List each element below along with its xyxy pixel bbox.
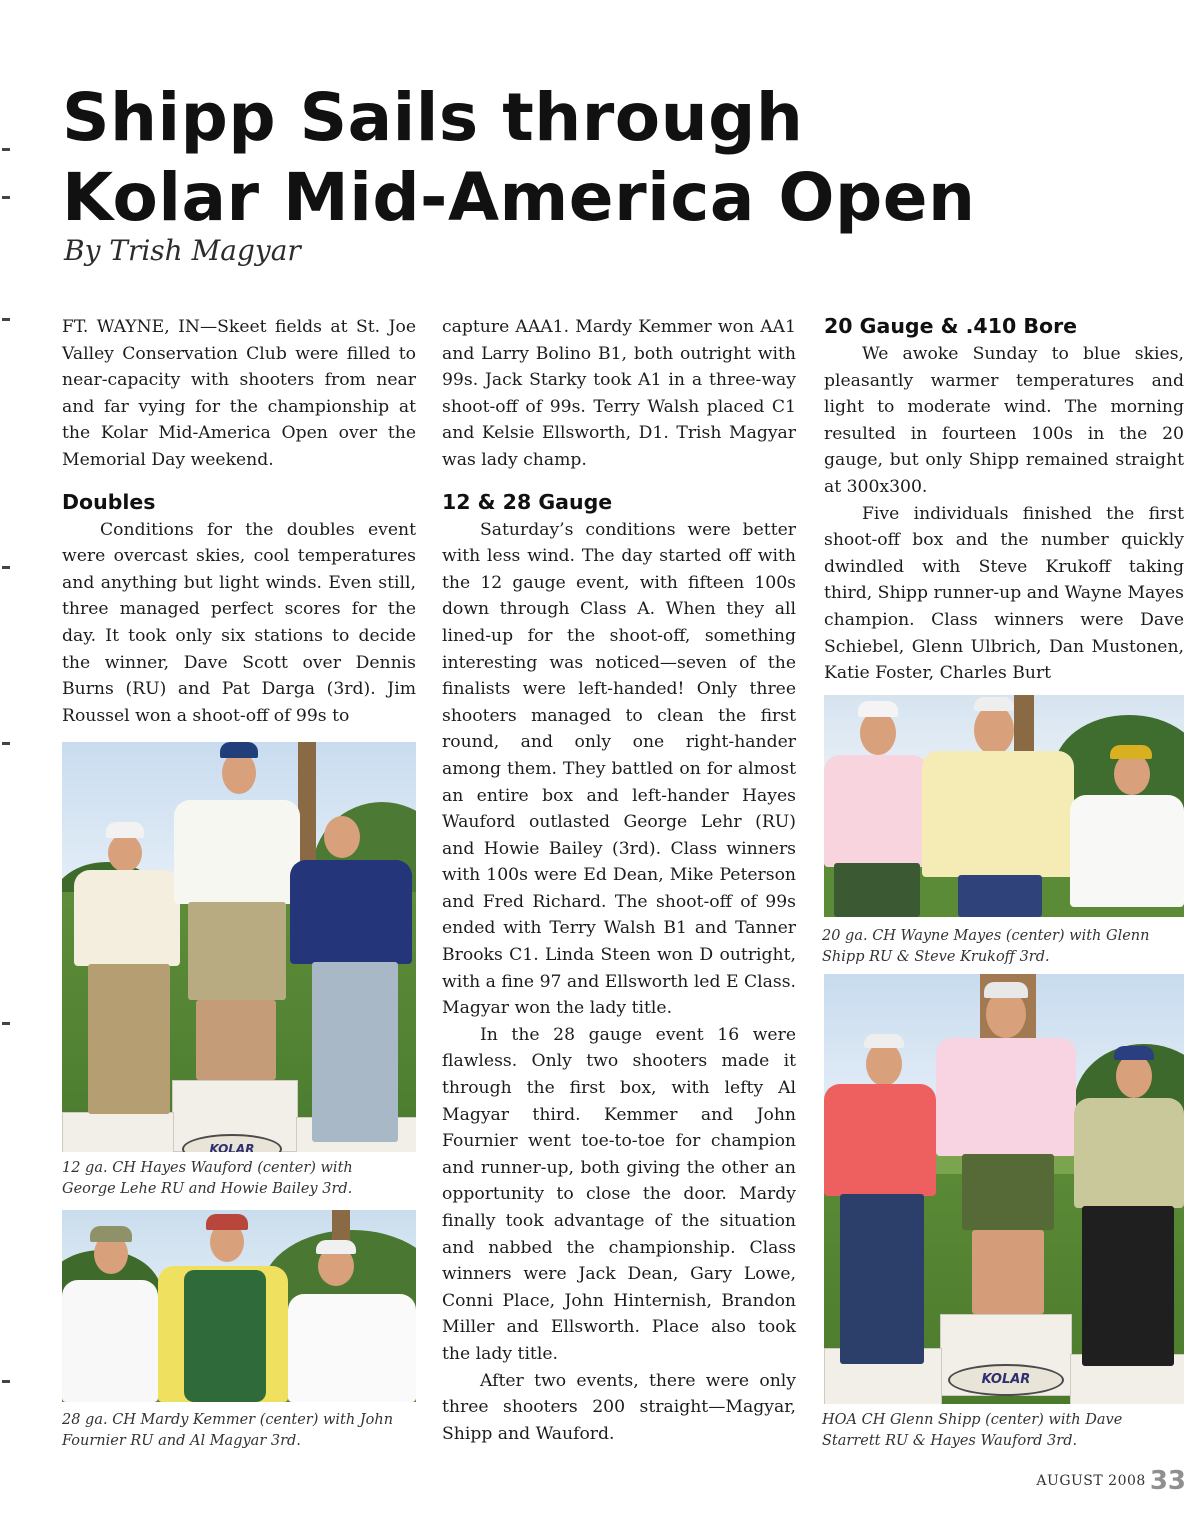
scan-mark [2,1022,10,1025]
issue-date: AUGUST 2008 [1036,1473,1146,1489]
caption-12ga: 12 ga. CH Hayes Wauford (center) with George Lehe RU and Howie Bailey 3rd. [62,1160,353,1197]
page-footer [1036,1466,1186,1496]
gauge-heading: 12 & 28 Gauge [442,489,613,514]
scan-mark [2,1380,10,1383]
bore-heading: 20 Gauge & .410 Bore [824,314,1078,338]
byline: By Trish Magyar [64,234,301,267]
continued-paragraph: capture AAA1. Mardy Kemmer won AA1 and Larry Bolino B1, both outright with 99s. Jack Starky took A1 in a three-way shoot-off of 99s. Terry Walsh placed C1 and Kelsie Ellsworth, D1. Trish Magyar was lady champ. [442,317,796,470]
intro-paragraph: FT. WAYNE, IN—Skeet fields at St. Joe Valley Conservation Club were filled to near-capacity with shooters from near and far vying for the championship at the Kolar Mid-America Open over the Memorial Day weekend. [62,317,416,470]
photo-20ga-winners [824,695,1184,917]
scan-mark [2,742,10,745]
caption-20ga: 20 ga. CH Wayne Mayes (center) with Glenn Shipp RU & Steve Krukoff 3rd. [822,928,1150,965]
page-number: 33 [1149,1466,1186,1496]
bore-paragraph-1: We awoke Sunday to blue skies, pleasantly warmer temperatures and light to moderate wind. The morning resulted in fourteen 100s in the 20 gauge, but only Shipp remained straight at 300x300. [824,344,1184,497]
title-line-1: Shipp Sails through [62,79,804,156]
photo-28ga-winners [62,1210,416,1402]
column-1 [62,314,416,729]
bore-paragraph-2: Five individuals finished the first shoot-off box and the number quickly dwindled with Steve Krukoff taking third, Shipp runner-up and Wayne Mayes champion. Class winners were Dave Schiebel, Glenn Ulbrich, Dan Mustonen, Katie Foster, Charles Burt [824,503,1184,684]
column-3 [824,314,1184,687]
scan-mark [2,566,10,569]
scan-mark [2,196,10,199]
doubles-paragraph: Conditions for the doubles event were overcast skies, cool temperatures and anything but light winds. Even still, three managed perfect scores for the day. It took only six stations to decide the winner, Dave Scott over Dennis Burns (RU) and Pat Darga (3rd). Jim Roussel won a shoot-off of 99s to [62,519,416,726]
article-title [62,78,1172,238]
column-2 [442,314,796,1447]
kolar-logo: KOLAR [948,1364,1064,1396]
gauge-paragraph-1: Saturday’s conditions were better with less wind. The day started off with the 12 gauge event, with fifteen 100s down through Class A. When they all lined-up for the shoot-off, something interesting was noticed—seven of the finalists were left-handed! Only three shooters managed to clean the first round, and only one right-hander among them. They battled on for almost an entire box and left-hander Hayes Wauford outlasted George Lehr (RU) and Howie Bailey (3rd). Class winners with 100s were Ed Dean, Mike Peterson and Fred Richard. The shoot-off of 99s ended with Terry Walsh B1 and Tanner Brooks C1. Linda Steen won D outright, with a fine 97 and Ellsworth led E Class. Magyar won the lady title. [442,519,796,1019]
caption-28ga: 28 ga. CH Mardy Kemmer (center) with John Fournier RU and Al Magyar 3rd. [62,1412,394,1449]
gauge-paragraph-2: In the 28 gauge event 16 were flawless. Only two shooters made it through the first box, with lefty Al Magyar third. Kemmer and John Fournier went toe-to-toe for champion and runner-up, both giving the other an opportunity to close the door. Mardy finally took advantage of the situation and nabbed the championship. Class winners were Jack Dean, Gary Lowe, Conni Place, John Hinternish, Brandon Miller and Ellsworth. Place also took the lady title. [442,1024,796,1364]
gauge-paragraph-3: After two events, there were only three shooters 200 straight—Magyar, Shipp and Wauford. [442,1370,796,1444]
doubles-heading: Doubles [62,489,156,514]
photo-hoa-winners [824,974,1184,1404]
scan-mark [2,318,10,321]
scan-mark [2,148,10,151]
kolar-logo: KOLAR [182,1134,282,1152]
photo-12ga-winners [62,742,416,1152]
caption-hoa: HOA CH Glenn Shipp (center) with Dave Starrett RU & Hayes Wauford 3rd. [822,1412,1123,1449]
title-line-2: Kolar Mid-America Open [62,159,976,236]
